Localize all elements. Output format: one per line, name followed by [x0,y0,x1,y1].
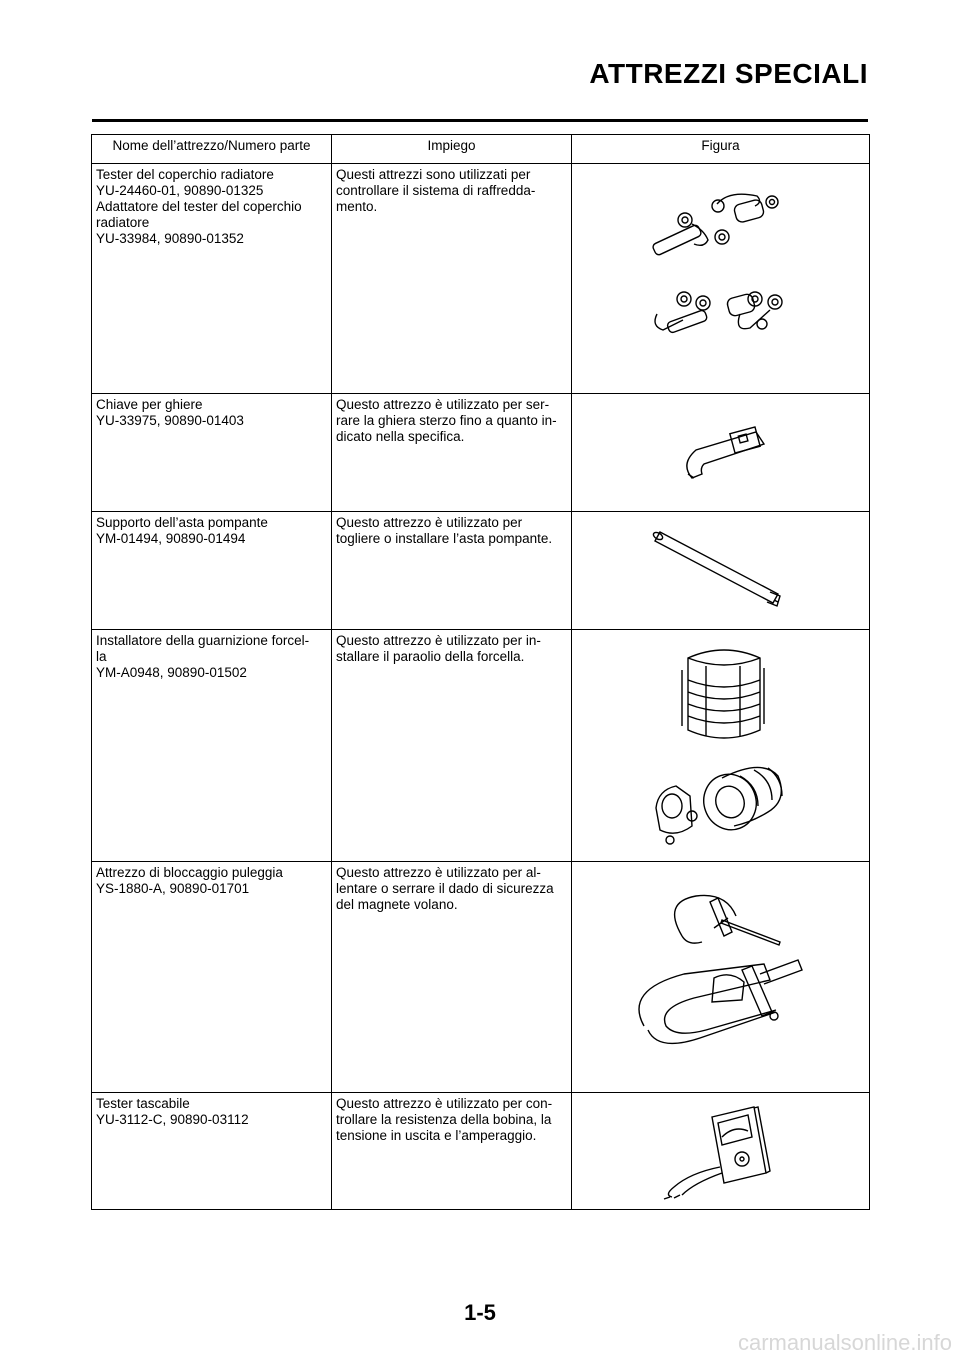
title-rule [92,119,868,122]
tool-name-line: Tester del coperchio radiatore [96,167,274,182]
tool-name-line: Installatore della guarnizione forcel- [96,633,310,648]
tool-name-cell [92,512,332,630]
tool-part-number: YS-1880-A, 90890-01701 [96,881,250,896]
tool-part-number: YU-33984, 90890-01352 [96,231,244,246]
table-row [92,630,870,862]
sheave-holder-large [639,960,802,1043]
tool-use-cell [332,1093,572,1210]
tester-set-bottom [655,292,782,333]
seal-driver-assembled [656,767,782,844]
tool-figure-cell [572,1093,870,1210]
sheave-holder-figure [572,862,868,1091]
tool-name-line: la [96,649,107,664]
tool-use-line: tensione in uscita e l’amperaggio. [336,1128,537,1143]
table-row [92,1093,870,1210]
tool-name-line: Adattatore del tester del coperchio [96,199,302,214]
tool-name-line: Chiave per ghiere [96,397,203,412]
pocket-tester-figure [572,1093,868,1208]
seal-driver-halves [682,650,764,738]
tool-use-line: Questo attrezzo è utilizzato per al- [336,865,541,880]
tool-figure-cell [572,630,870,862]
tool-name-cell [92,164,332,394]
table-row [92,512,870,630]
ring-nut-wrench-figure [572,394,868,510]
tool-use-line: controllare il sistema di raffredda- [336,183,536,198]
tool-part-number: YM-A0948, 90890-01502 [96,665,247,680]
fork-seal-driver-figure [572,630,868,860]
watermark: carmanualsonline.info [737,1330,952,1355]
tool-use-cell [332,630,572,862]
tool-name-line: Tester tascabile [96,1096,190,1111]
column-header-figure: Figura [572,135,870,164]
table-row [92,164,870,394]
tool-use-line: stallare il paraolio della forcella. [336,649,525,664]
tool-use-line: Questo attrezzo è utilizzato per in- [336,633,541,648]
tool-name-cell [92,1093,332,1210]
tool-name-cell [92,394,332,512]
tool-figure-cell [572,862,870,1093]
tool-use-line: Questo attrezzo è utilizzato per con- [336,1096,553,1111]
tool-use-cell [332,394,572,512]
tool-figure-cell [572,164,870,394]
tool-use-line: lentare o serrare il dado di sicurezza [336,881,554,896]
tool-use-cell [332,862,572,1093]
tool-part-number: YU-3112-C, 90890-03112 [96,1112,249,1127]
tool-use-line: del magnete volano. [336,897,458,912]
tool-use-line: trollare la resistenza della bobina, la [336,1112,552,1127]
tool-use-line: Questo attrezzo è utilizzato per ser- [336,397,550,412]
sheave-holder-small [675,895,780,945]
tester-set-top [652,194,778,256]
column-header-use: Impiego [332,135,572,164]
tool-use-line: Questi attrezzi sono utilizzati per [336,167,531,182]
tool-name-cell [92,630,332,862]
damper-rod-holder-figure [572,512,868,628]
tool-use-cell [332,164,572,394]
tool-use-line: mento. [336,199,378,214]
table-row [92,394,870,512]
tool-figure-cell [572,394,870,512]
table-header-row [92,135,870,164]
tool-part-number: YM-01494, 90890-01494 [96,531,246,546]
tool-part-number: YU-24460-01, 90890-01325 [96,183,264,198]
tool-name-cell [92,862,332,1093]
tool-use-cell [332,512,572,630]
table-row [92,862,870,1093]
tool-use-line: dicato nella specifica. [336,429,465,444]
tool-part-number: YU-33975, 90890-01403 [96,413,244,428]
special-tools-table [91,134,870,1210]
page-number: 1-5 [464,1300,496,1325]
tool-figure-cell [572,512,870,630]
tool-name-line: radiatore [96,215,150,230]
radiator-cap-tester-figure [572,164,868,392]
tool-name-line: Attrezzo di bloccaggio puleggia [96,865,283,880]
column-header-name: Nome dell’attrezzo/Numero parte [92,135,332,164]
page-title: ATTREZZI SPECIALI [589,58,868,89]
tool-use-line: Questo attrezzo è utilizzato per [336,515,523,530]
tool-use-line: rare la ghiera sterzo fino a quanto in- [336,413,557,428]
tool-name-line: Supporto dell’asta pompante [96,515,268,530]
tool-use-line: togliere o installare l’asta pompante. [336,531,553,546]
